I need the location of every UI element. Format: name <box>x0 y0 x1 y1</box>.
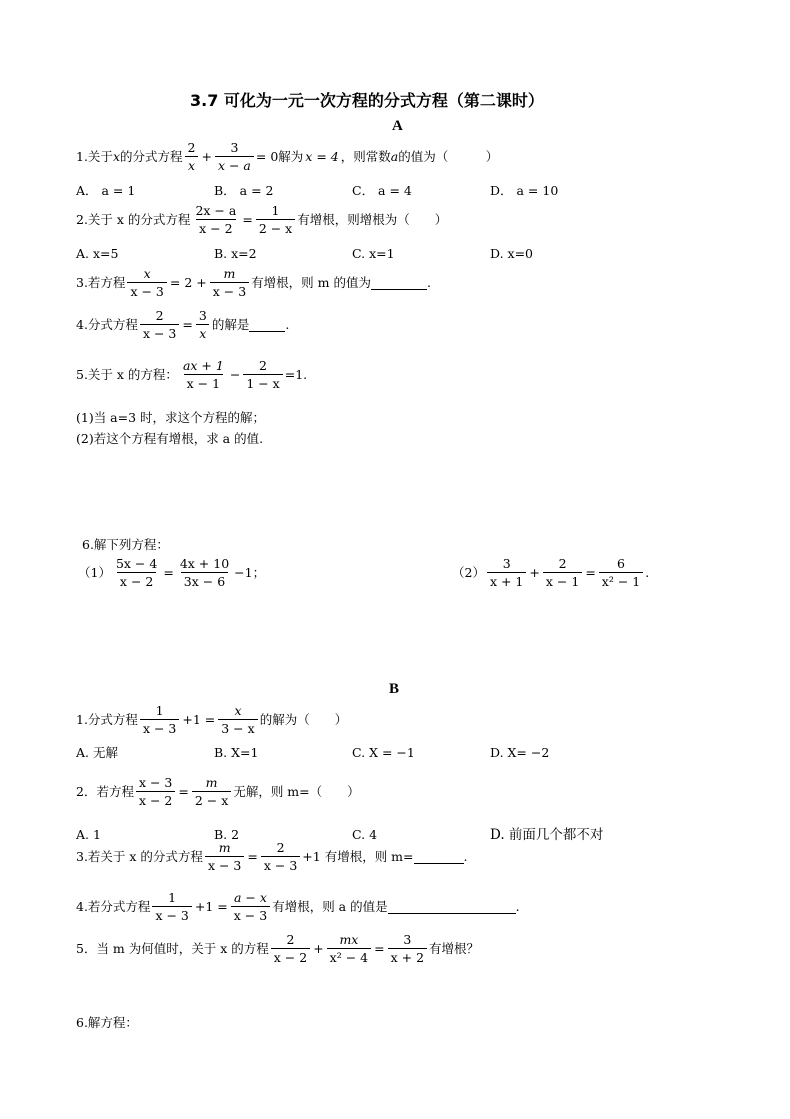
b-q4-mid: +1 = <box>194 898 228 914</box>
b-q2-fraction-1 <box>136 775 175 808</box>
b-q4-tail: 有增根，则 a 的值是 <box>272 898 388 914</box>
a-q2-option-c: C. x=1 <box>352 246 395 261</box>
a-q1-text: 的分式方程 <box>120 148 183 164</box>
a-q2-f1-numerator: 2x − a <box>195 203 237 218</box>
b-q3-f1-numerator: m <box>218 840 231 855</box>
b-q5-fraction-1 <box>271 932 310 965</box>
a-q1-plus: + <box>201 148 212 164</box>
a-q3-fraction-1 <box>127 266 166 299</box>
a-question-5 <box>76 358 307 391</box>
b-q3-f1-denominator: x − 3 <box>205 856 244 873</box>
a-q6-p1-f1-numerator: 5x − 4 <box>115 556 158 571</box>
a-q1-fraction-2 <box>215 140 254 173</box>
a-q1-f2-numerator: 3 <box>230 140 239 155</box>
b-q2-fraction-2 <box>192 775 231 808</box>
b-q2-f1-numerator: x − 3 <box>138 775 173 790</box>
b-q4-f1-denominator: x − 3 <box>152 906 191 923</box>
a-q6-p1-tail: −1； <box>234 564 266 580</box>
b-q2-option-c: C. 4 <box>352 827 378 842</box>
a-q5-sub-2: (2)若这个方程有增根，求 a 的值. <box>76 431 264 446</box>
b-q1-tail: 的解为（ ） <box>259 711 348 727</box>
b-q2-f1-denominator: x − 2 <box>136 791 175 808</box>
b-q4-f2-numerator: a − x <box>234 890 267 905</box>
page-title: 3.7 可化为一元一次方程的分式方程（第二课时） <box>190 91 544 110</box>
a-q6-p1-label: （1） <box>78 564 111 580</box>
a-q5-f2-denominator: 1 − x <box>243 374 282 391</box>
a-q6-p2-label: （2） <box>452 564 485 580</box>
b-q2-option-d: D. 前面几个都不对 <box>490 827 604 843</box>
b-q5-f3-denominator: x + 2 <box>388 948 427 965</box>
a-q3-f2-denominator: x − 3 <box>210 282 249 299</box>
b-q1-f2-denominator: 3 − x <box>218 719 257 736</box>
b-q1-mid: +1 = <box>182 711 216 727</box>
a-q1-option-a: A． a = 1 <box>76 183 136 198</box>
section-b-heading: B <box>389 681 400 697</box>
a-question-4 <box>76 308 289 341</box>
b-q2-tail: 无解，则 m=（ ） <box>233 783 360 799</box>
b-q3-answer-blank[interactable] <box>414 849 464 864</box>
a-q3-fraction-2 <box>210 266 249 299</box>
a-q4-equals: = <box>182 316 193 332</box>
a-q6-p1-f1-denominator: x − 2 <box>117 572 156 589</box>
b-question-5 <box>76 932 479 965</box>
b-question-2 <box>76 775 360 808</box>
a-q4-end: . <box>285 316 290 332</box>
a-q6-p1-f2-numerator: 4x + 10 <box>179 556 230 571</box>
a-q3-f2-numerator: m <box>223 266 236 281</box>
a-q6-p1-equals: = <box>163 564 174 580</box>
b-q4-fraction-2 <box>231 890 270 923</box>
b-q6-title: 6.解方程： <box>76 1015 138 1030</box>
a-q1-tail: 的值为（ ） <box>398 148 499 164</box>
b-q4-fraction-1 <box>152 890 191 923</box>
a-q1-var2: a <box>390 148 399 164</box>
b-q5-f1-denominator: x − 2 <box>271 948 310 965</box>
b-q4-f1-numerator: 1 <box>168 890 177 905</box>
a-q1-fraction-1 <box>185 140 199 173</box>
b-q1-option-d: D. X= −2 <box>490 745 550 760</box>
a-q6-p2-f2-denominator: x − 1 <box>543 572 582 589</box>
a-q4-f1-denominator: x − 3 <box>140 324 179 341</box>
a-q1-condition: x = 4 <box>305 148 339 164</box>
b-q5-fraction-2 <box>327 932 371 965</box>
a-q5-sub-1: (1)当 a=3 时，求这个方程的解； <box>76 410 266 425</box>
b-q2-prefix: 2．若方程 <box>76 783 134 799</box>
a-q2-equals: = <box>242 211 253 227</box>
b-question-4 <box>76 890 520 923</box>
a-q1-f2-denominator: x − a <box>215 156 254 173</box>
b-q3-prefix: 3.若关于 x 的分式方程 <box>76 848 203 864</box>
b-q3-fraction-1 <box>205 840 244 873</box>
a-q6-p2-fraction-3 <box>599 556 643 589</box>
b-q5-f2-numerator: mx <box>339 932 359 947</box>
a-q3-answer-blank[interactable] <box>371 275 427 290</box>
a-q4-tail: 的解是 <box>211 316 250 332</box>
a-q2-fraction-1 <box>192 203 239 236</box>
a-q2-option-a: A. x=5 <box>76 246 119 261</box>
a-q6-p2-f2-numerator: 2 <box>558 556 567 571</box>
a-q6-p2-f3-numerator: 6 <box>617 556 625 571</box>
b-q4-end: . <box>515 898 520 914</box>
a-question-3 <box>76 266 431 299</box>
a-q3-tail: 有增根，则 m 的值为 <box>251 274 371 290</box>
a-q6-p1-fraction-1 <box>113 556 160 589</box>
a-q6-title: 6.解下列方程： <box>82 537 169 552</box>
a-q2-fraction-2 <box>256 203 295 236</box>
a-q5-tail: =1. <box>284 366 308 382</box>
b-q5-f1-numerator: 2 <box>286 932 295 947</box>
a-q3-f1-numerator: x <box>143 266 151 281</box>
a-q5-f2-numerator: 2 <box>259 358 267 373</box>
a-q6-p1-fraction-2 <box>177 556 232 589</box>
a-q2-tail: 有增根，则增根为（ ） <box>297 211 448 227</box>
a-q5-f1-denominator: x − 1 <box>184 374 223 391</box>
a-q1-equals: = 0解为 <box>255 148 304 164</box>
b-q3-tail: +1 有增根，则 m= <box>302 848 414 864</box>
b-q3-f2-numerator: 2 <box>276 840 285 855</box>
a-q1-after: ，则常数 <box>340 148 391 164</box>
b-q1-f2-numerator: x <box>234 703 242 718</box>
b-q1-fraction-1 <box>140 703 179 736</box>
a-q1-option-b: B． a = 2 <box>214 183 274 198</box>
b-q1-fraction-2 <box>218 703 257 736</box>
a-q4-f2-denominator: x <box>196 324 209 341</box>
a-q6-p1-f2-denominator: 3x − 6 <box>181 572 228 589</box>
a-q3-f1-denominator: x − 3 <box>127 282 166 299</box>
b-question-1 <box>76 703 347 736</box>
a-q1-f1-denominator: x <box>185 156 198 173</box>
b-q2-option-a: A. 1 <box>76 827 101 842</box>
a-q6-part-1 <box>78 556 265 589</box>
a-q6-p2-tail: . <box>645 564 650 580</box>
a-q5-prefix: 5.关于 x 的方程： <box>76 366 178 382</box>
a-q4-f1-numerator: 2 <box>155 308 164 323</box>
a-q2-option-b: B. x=2 <box>214 246 257 261</box>
b-q4-prefix: 4.若分式方程 <box>76 898 151 914</box>
b-q3-equals: = <box>247 848 258 864</box>
a-q5-fraction-2 <box>243 358 282 391</box>
b-q2-option-b: B. 2 <box>214 827 240 842</box>
a-q5-minus: − <box>229 366 241 382</box>
b-q1-option-c: C. X = −1 <box>352 745 415 760</box>
a-q1-option-d: D． a = 10 <box>490 183 559 198</box>
a-q6-p2-fraction-2 <box>543 556 582 589</box>
a-q6-p2-fraction-1 <box>487 556 526 589</box>
a-question-1 <box>76 140 498 173</box>
b-q5-f2-denominator: x² − 4 <box>327 948 371 965</box>
a-q6-p2-f1-denominator: x + 1 <box>487 572 526 589</box>
a-q6-part-2 <box>452 556 649 589</box>
b-q4-answer-blank[interactable] <box>388 899 516 914</box>
a-q5-fraction-1 <box>180 358 227 391</box>
a-q1-option-c: C． a = 4 <box>352 183 412 198</box>
a-q2-f2-numerator: 1 <box>271 203 280 218</box>
b-q4-f2-denominator: x − 3 <box>231 906 270 923</box>
a-q1-f1-numerator: 2 <box>187 140 196 155</box>
a-q4-fraction-2 <box>196 308 210 341</box>
a-question-2 <box>76 203 447 236</box>
a-q1-prefix: 1.关于 <box>76 148 113 164</box>
b-q5-equals: = <box>374 940 385 956</box>
a-q2-prefix: 2.关于 x 的分式方程 <box>76 211 191 227</box>
b-q1-option-a: A. 无解 <box>76 745 118 760</box>
a-q5-f1-numerator: ax + 1 <box>182 358 224 373</box>
a-q3-end: . <box>426 274 431 290</box>
a-q2-f1-denominator: x − 2 <box>196 219 235 236</box>
b-q2-f2-numerator: m <box>205 775 218 790</box>
a-q3-prefix: 3.若方程 <box>76 274 126 290</box>
a-q4-prefix: 4.分式方程 <box>76 316 138 332</box>
b-q1-f1-denominator: x − 3 <box>140 719 179 736</box>
b-q2-equals: = <box>178 783 189 799</box>
b-q5-prefix: 5．当 m 为何值时，关于 x 的方程 <box>76 940 269 956</box>
b-q5-tail: 有增根？ <box>429 940 480 956</box>
a-q4-f2-numerator: 3 <box>198 308 207 323</box>
a-q1-var: x <box>112 148 120 164</box>
b-question-3 <box>76 840 467 873</box>
b-q5-plus: + <box>313 940 324 956</box>
b-q1-prefix: 1.分式方程 <box>76 711 138 727</box>
a-q4-answer-blank[interactable] <box>249 317 285 332</box>
b-q3-fraction-2 <box>261 840 300 873</box>
b-q5-f3-numerator: 3 <box>403 932 412 947</box>
a-q4-fraction-1 <box>140 308 179 341</box>
a-q6-p2-f3-denominator: x² − 1 <box>599 572 643 589</box>
a-q6-p2-plus: + <box>529 564 540 580</box>
b-q3-f2-denominator: x − 3 <box>261 856 300 873</box>
section-a-heading: A <box>392 118 403 134</box>
b-q1-option-b: B. X=1 <box>214 745 259 760</box>
a-q2-f2-denominator: 2 − x <box>256 219 295 236</box>
a-q6-p2-equals: = <box>585 564 596 580</box>
b-q1-f1-numerator: 1 <box>155 703 164 718</box>
a-q6-p2-f1-numerator: 3 <box>502 556 511 571</box>
a-q3-equals: = 2 + <box>169 274 207 290</box>
a-q2-option-d: D. x=0 <box>490 246 533 261</box>
b-q2-f2-denominator: 2 − x <box>192 791 231 808</box>
b-q3-end: . <box>463 848 468 864</box>
b-q5-fraction-3 <box>388 932 427 965</box>
